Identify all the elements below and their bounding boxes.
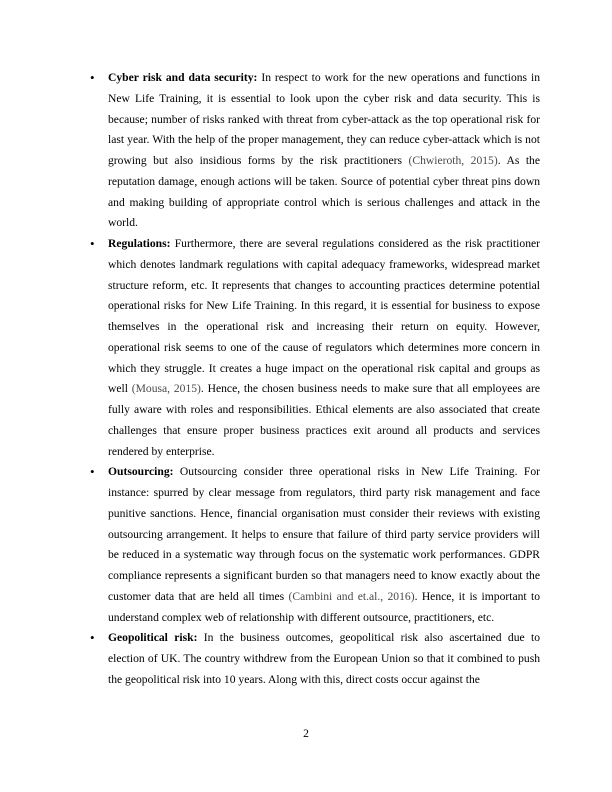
bullet-list <box>90 68 541 691</box>
item-term: Cyber risk and data security: <box>108 71 258 84</box>
bullet-icon: • <box>90 630 95 646</box>
page-number: 2 <box>303 727 309 740</box>
item-term: Regulations: <box>108 237 171 250</box>
citation: (Cambini and et.al., 2016) <box>288 589 415 603</box>
item-text: . Hence, it is important to understand complex web of relationship with different outsource, practitioners, etc. <box>108 589 540 624</box>
item-term: Outsourcing: <box>108 465 174 479</box>
list-item-geopolitical-risk <box>90 628 541 690</box>
list-item-cyber-risk <box>90 68 540 234</box>
item-text: Furthermore, there are several regulations considered as the risk practitioner which denotes landmark regulations with capital adequacy frameworks, widespread market structure reform, etc. It represents that changes to accounting practices determine potential operational risks for New Life Training. In this regard, it is essential for business to expose themselves in the operational risk and increasing their return on equity. However, operational risk seems to one of the cause of regulators which determines more concern in which they struggle. It creates a huge impact on the operational risk capital and groups as well <box>108 237 540 396</box>
bullet-icon: • <box>90 464 95 480</box>
citation: (Chwieroth, 2015) <box>408 154 498 167</box>
item-term: Geopolitical risk: <box>108 631 198 645</box>
item-text: In respect to work for the new operations and functions in New Life Training, it is essential to look upon the cyber risk and data security. This is because; number of risks ranked with threat from cyber-attack as the top operational risk for last year. With the help of the proper management, they can reduce cyber-attack which is not growing but also insidious forms by the risk practitioners <box>108 71 540 167</box>
item-text: In the business outcomes, geopolitical risk also ascertained due to election of UK. The country withdrew from the European Union so that it combined to push the geopolitical risk into 10 years. Along with this, direct costs occur against the <box>108 631 541 686</box>
item-text: Outsourcing consider three operational risks in New Life Training. For instance: spurred by clear message from regulators, third party risk management and face punitive sanctions. Hence, financial organisation must consider their reviews with existing outsourcing arrangement. It helps to ensure that failure of third party service providers will be reduced in a systematic way through focus on the systematic work performances. GDPR compliance represents a significant burden so that managers need to know exactly about the customer data that are held all times <box>108 465 540 603</box>
list-item-regulations <box>90 234 540 462</box>
bullet-icon: • <box>90 236 95 251</box>
list-item-outsourcing <box>90 462 540 628</box>
item-text: . Hence, the chosen business needs to make sure that all employees are fully aware with roles and responsibilities. Ethical elements are also associated that create challenges that ensure proper business practices exit around all products and services rendered by enterprise. <box>108 382 540 458</box>
item-text: . As the reputation damage, enough actions will be taken. Source of potential cyber threat pins down and making building of appropriate control which is serious challenges and attack in the world. <box>108 154 540 230</box>
citation: (Mousa, 2015) <box>131 382 201 396</box>
bullet-icon: • <box>90 70 95 85</box>
